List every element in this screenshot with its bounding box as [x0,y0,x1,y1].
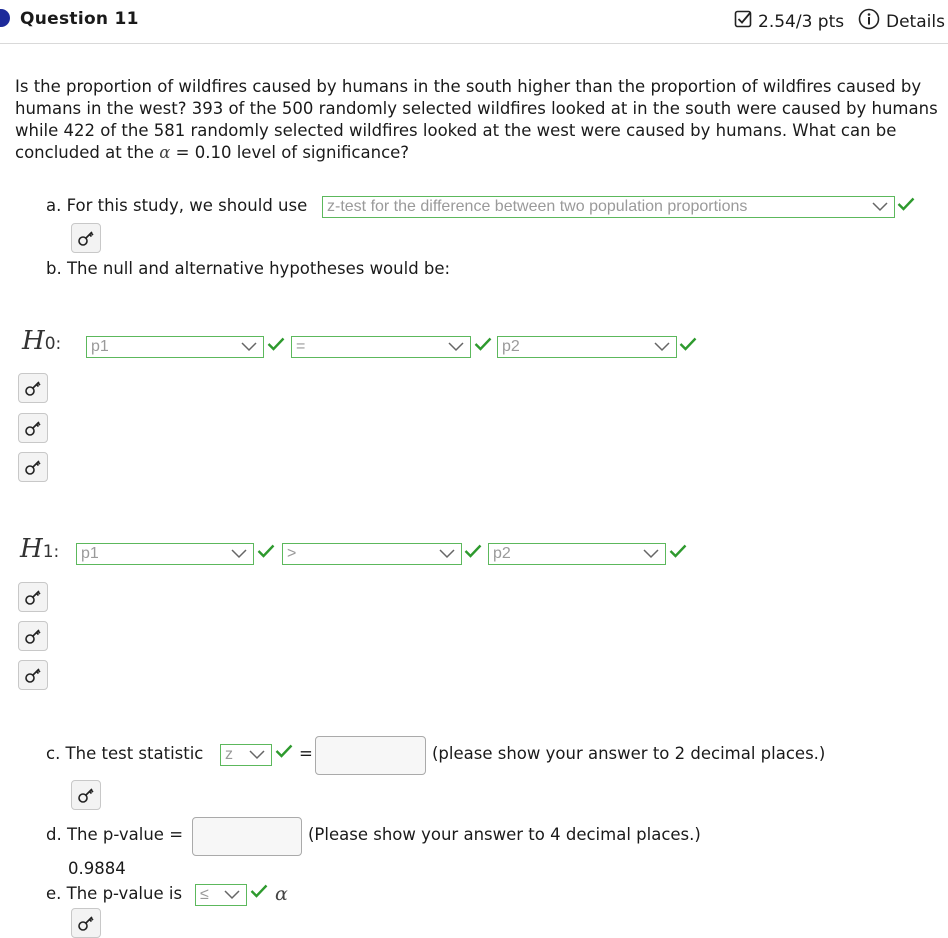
part-d-hint: (Please show your answer to 4 decimal places.) [308,825,701,844]
p-value-comparison-selected: ≤ [200,886,209,903]
h0-right-select[interactable] [497,336,677,358]
correct-check-icon [250,884,268,898]
key-icon [24,666,42,684]
correct-check-icon [474,337,492,351]
h0-operator-select[interactable] [291,336,471,358]
test-statistic-select[interactable] [220,744,272,766]
alpha-symbol: α [275,883,288,905]
part-d-label: d. The p-value = [46,825,184,844]
h1-right-select[interactable] [488,543,666,565]
key-button[interactable] [18,413,48,443]
h0-right-selected: p2 [502,338,520,355]
chevron-down-icon [448,342,464,352]
p-value-shown: 0.9884 [68,859,126,878]
score [734,10,844,33]
test-statistic-input[interactable] [315,736,426,775]
test-statistic-selected: z [225,746,233,763]
chevron-down-icon [439,549,455,559]
key-button[interactable] [18,582,48,612]
key-icon [24,627,42,645]
key-button[interactable] [71,780,101,810]
part-c-label: c. The test statistic [46,744,204,763]
h1-label: H1: [20,534,60,564]
h1-left-select[interactable] [76,543,254,565]
h0-operator-selected: = [296,338,306,355]
part-b-label: b. The null and alternative hypotheses would be: [46,259,451,278]
correct-check-icon [669,544,687,558]
details-label: Details [886,11,945,32]
part-e-label: e. The p-value is [46,884,183,903]
correct-check-icon [275,744,293,758]
equals-sign: = [299,744,313,763]
p-value-input[interactable] [192,817,302,856]
key-icon [77,786,95,804]
p-value-comparison-select[interactable] [195,884,247,906]
details-button[interactable] [858,8,945,35]
score-value: 2.54/3 pts [758,11,845,32]
correct-check-icon [267,337,285,351]
question-title: Question 11 [20,9,139,29]
test-type-select[interactable] [322,196,895,218]
question-text [15,76,945,164]
correct-check-icon [679,337,697,351]
chevron-down-icon [249,750,265,760]
key-button[interactable] [18,452,48,482]
question-text-body: Is the proportion of wildfires caused by humans in the south higher than the proportion of wildfires caused by humans in the west? 393 of the 500 randomly selected wildfires looked at in the south were caused by humans while 422 of the 581 randomly selected wildfires looked at the west were caused by humans. What can be concluded at the [15,77,938,162]
key-button[interactable] [18,621,48,651]
chevron-down-icon [231,549,247,559]
correct-check-icon [257,544,275,558]
chevron-down-icon [872,202,888,212]
h1-operator-selected: > [287,545,297,562]
key-button[interactable] [71,223,101,253]
chevron-down-icon [654,342,670,352]
correct-check-icon [897,197,915,211]
info-icon [858,8,880,35]
key-button[interactable] [18,660,48,690]
header-divider [0,43,948,44]
question-status-dot [0,9,10,27]
part-a-label: a. For this study, we should use [46,196,308,215]
h0-label: H0: [22,326,62,356]
key-icon [24,379,42,397]
question-text-tail: = 0.10 level of significance? [175,143,410,162]
test-type-selected: z-test for the difference between two population proportions [327,198,748,215]
h0-left-select[interactable] [86,336,264,358]
chevron-down-icon [241,342,257,352]
h1-operator-select[interactable] [282,543,462,565]
h1-right-selected: p2 [493,545,511,562]
part-c-hint: (please show your answer to 2 decimal places.) [432,744,826,763]
chevron-down-icon [643,549,659,559]
key-icon [24,458,42,476]
checkbox-icon [734,10,752,33]
key-icon [77,914,95,932]
h0-left-selected: p1 [91,338,109,355]
key-icon [77,229,95,247]
alpha-symbol: α [159,143,171,162]
correct-check-icon [464,544,482,558]
key-button[interactable] [71,908,101,938]
key-icon [24,588,42,606]
h1-left-selected: p1 [81,545,99,562]
chevron-down-icon [224,890,240,900]
key-icon [24,419,42,437]
key-button[interactable] [18,373,48,403]
